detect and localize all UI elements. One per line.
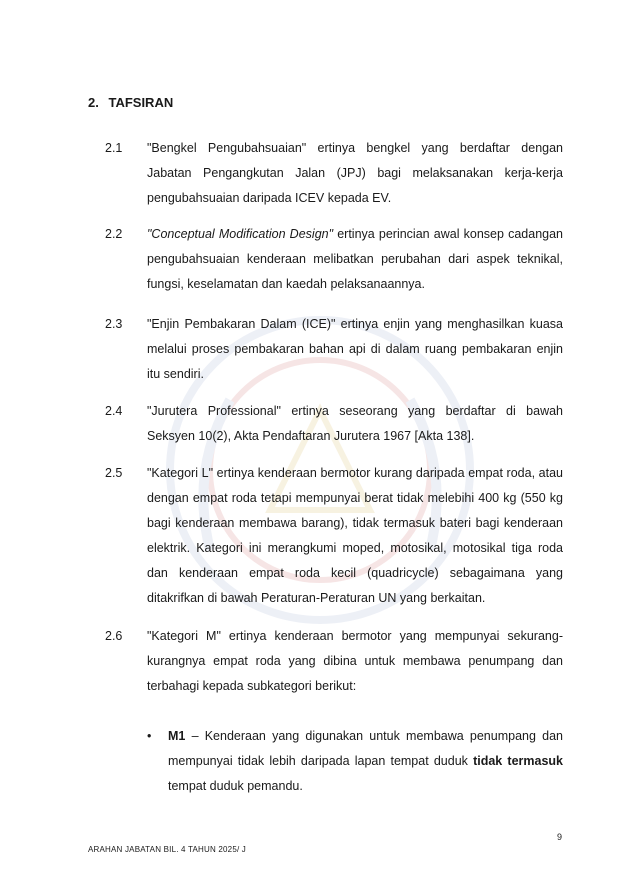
clause-number: 2.4	[105, 404, 123, 418]
clause-text: "Kategori L" ertinya kenderaan bermotor kurang daripada empat roda, atau dengan empat roda tetapi mempunyai berat tidak melebihi 400 kg (550 kg bagi kenderaan membawa barang), tidak termasuk bateri bagi kenderaan elektrik. Kategori ini merangkumi moped, motosikal, motosikal tiga roda dan kenderaan empat roda kecil (quadricycle) sebagaimana yang ditakrifkan di bawah Peraturan-Peraturan UN yang berkaitan.	[147, 466, 563, 605]
section-heading	[88, 95, 173, 110]
section-number: 2.	[88, 95, 99, 110]
list-item-label: M1	[168, 729, 186, 743]
clause-2-5	[105, 461, 563, 611]
clause-text: "Kategori M" ertinya kenderaan bermotor yang mempunyai sekurang-kurangnya empat roda yang dibina untuk membawa penumpang dan terbahagi kepada subkategori berikut:	[147, 629, 563, 693]
clause-2-6	[105, 624, 563, 699]
clause-number: 2.2	[105, 227, 123, 241]
clause-term: "Conceptual Modification Design"	[147, 227, 334, 241]
footer-reference: ARAHAN JABATAN BIL. 4 TAHUN 2025/ J	[88, 845, 247, 854]
emphasis-text: tidak termasuk	[473, 754, 563, 768]
list-item-text: M1 – Kenderaan yang digunakan untuk membawa penumpang dan mempunyai tidak lebih daripada lapan tempat duduk tidak termasuk tempat duduk pemandu.	[168, 729, 563, 793]
clause-2-1	[105, 136, 563, 211]
clause-2-4	[105, 399, 563, 449]
section-title: TAFSIRAN	[108, 95, 174, 110]
clause-text: "Enjin Pembakaran Dalam (ICE)" ertinya enjin yang menghasilkan kuasa melalui proses pembakaran bahan api di dalam ruang pembakaran enjin itu sendiri.	[147, 317, 563, 381]
clause-number: 2.3	[105, 317, 123, 331]
clause-number: 2.6	[105, 629, 123, 643]
list-item-m1	[147, 724, 563, 799]
bullet-dot: •	[147, 729, 152, 743]
clause-text: "Bengkel Pengubahsuaian" ertinya bengkel yang berdaftar dengan Jabatan Pengangkutan Jalan (JPJ) bagi melaksanakan kerja-kerja pengubahsuaian daripada ICEV kepada EV.	[147, 141, 563, 205]
clause-text: "Jurutera Professional" ertinya seseorang yang berdaftar di bawah Seksyen 10(2), Akta Pendaftaran Jurutera 1967 [Akta 138].	[147, 404, 563, 443]
clause-2-3	[105, 312, 563, 387]
page-number: 9	[557, 832, 563, 842]
clause-text: "Conceptual Modification Design" ertinya perincian awal konsep cadangan pengubahsuaian kenderaan melibatkan perubahan dari aspek teknikal, fungsi, keselamatan dan kaedah pelaksanaannya.	[147, 227, 564, 291]
clause-2-2	[105, 222, 563, 297]
clause-number: 2.1	[105, 141, 123, 155]
clause-number: 2.5	[105, 466, 123, 480]
